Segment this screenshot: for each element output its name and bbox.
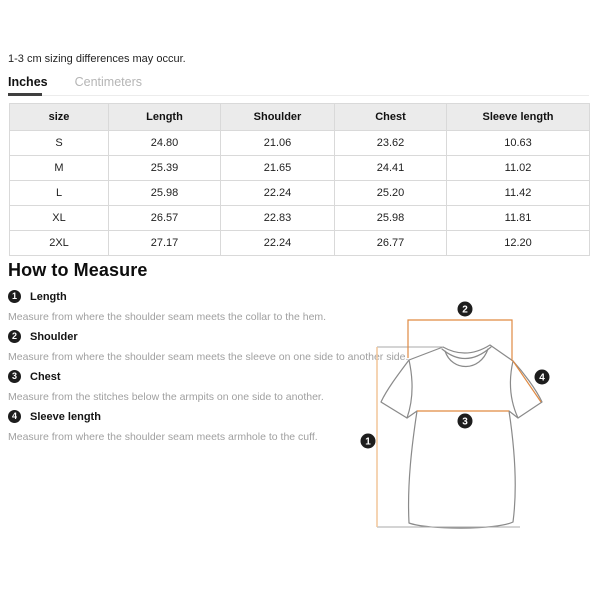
measure-item-sleeve-length xyxy=(8,410,386,423)
cell-shoulder: 22.24 xyxy=(221,181,335,206)
unit-tabs xyxy=(8,75,142,89)
measure-item-description: Measure from the stitches below the armpits on one side to another. xyxy=(8,391,324,403)
tshirt-outline xyxy=(381,345,542,528)
table-row xyxy=(10,156,590,181)
table-row xyxy=(10,131,590,156)
cell-length: 25.39 xyxy=(109,156,221,181)
col-header-chest: Chest xyxy=(335,104,447,131)
cell-shoulder: 22.83 xyxy=(221,206,335,231)
measure-item-chest xyxy=(8,370,386,383)
cell-chest: 24.41 xyxy=(335,156,447,181)
cell-shoulder: 21.06 xyxy=(221,131,335,156)
active-tab-underline xyxy=(8,93,42,96)
svg-text:4: 4 xyxy=(539,372,545,384)
marker-2 xyxy=(458,302,473,317)
measure-item-label: Chest xyxy=(30,370,61,383)
measure-item-label: Length xyxy=(30,290,67,303)
cell-sleeve: 11.02 xyxy=(447,156,590,181)
cell-length: 26.57 xyxy=(109,206,221,231)
svg-text:2: 2 xyxy=(462,304,468,316)
cell-chest: 25.20 xyxy=(335,181,447,206)
sizing-note: 1-3 cm sizing differences may occur. xyxy=(8,53,186,65)
cell-sleeve: 12.20 xyxy=(447,231,590,256)
col-header-size: size xyxy=(10,104,109,131)
measure-item-label: Shoulder xyxy=(30,330,78,343)
tab-inches[interactable]: Inches xyxy=(8,75,48,89)
marker-4 xyxy=(535,370,550,385)
cell-size: M xyxy=(10,156,109,181)
cell-size: S xyxy=(10,131,109,156)
how-to-measure-title: How to Measure xyxy=(8,260,148,280)
col-header-length: Length xyxy=(109,104,221,131)
bullet-1-icon: 1 xyxy=(8,290,21,303)
cell-sleeve: 11.81 xyxy=(447,206,590,231)
col-header-shoulder: Shoulder xyxy=(221,104,335,131)
measure-item-description: Measure from where the shoulder seam meets the collar to the hem. xyxy=(8,311,327,323)
tabs-divider xyxy=(8,95,589,96)
cell-sleeve: 11.42 xyxy=(447,181,590,206)
cell-length: 27.17 xyxy=(109,231,221,256)
col-header-sleeve-length: Sleeve length xyxy=(447,104,590,131)
cell-size: 2XL xyxy=(10,231,109,256)
cell-length: 24.80 xyxy=(109,131,221,156)
tshirt-measurement-diagram xyxy=(352,292,600,544)
measure-item-description: Measure from where the shoulder seam meets the sleeve on one side to another side. xyxy=(8,351,409,363)
measure-item-label: Sleeve length xyxy=(30,410,101,423)
measure-item-length xyxy=(8,290,386,303)
size-table xyxy=(9,103,590,256)
tab-centimeters[interactable]: Centimeters xyxy=(74,75,142,89)
measure-item-description: Measure from where the shoulder seam meets armhole to the cuff. xyxy=(8,431,318,443)
bullet-3-icon: 3 xyxy=(8,370,21,383)
cell-chest: 26.77 xyxy=(335,231,447,256)
cell-chest: 23.62 xyxy=(335,131,447,156)
cell-size: L xyxy=(10,181,109,206)
marker-1 xyxy=(361,434,376,449)
cell-size: XL xyxy=(10,206,109,231)
bullet-4-icon: 4 xyxy=(8,410,21,423)
svg-text:3: 3 xyxy=(462,416,468,428)
svg-text:1: 1 xyxy=(365,436,371,448)
cell-shoulder: 22.24 xyxy=(221,231,335,256)
cell-sleeve: 10.63 xyxy=(447,131,590,156)
table-row xyxy=(10,181,590,206)
cell-length: 25.98 xyxy=(109,181,221,206)
cell-shoulder: 21.65 xyxy=(221,156,335,181)
cell-chest: 25.98 xyxy=(335,206,447,231)
measure-item-shoulder xyxy=(8,330,386,343)
measure-list xyxy=(8,290,409,450)
table-header-row xyxy=(10,104,590,131)
bullet-2-icon: 2 xyxy=(8,330,21,343)
table-row xyxy=(10,206,590,231)
table-row xyxy=(10,231,590,256)
marker-3 xyxy=(458,414,473,429)
